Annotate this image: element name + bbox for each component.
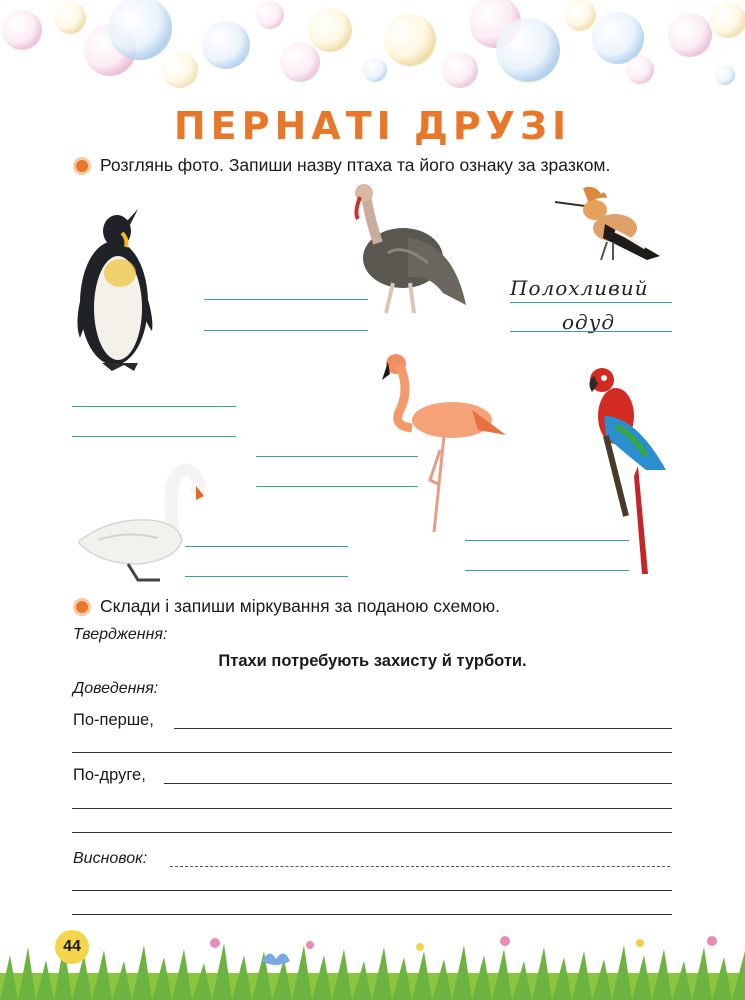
answer-line[interactable]: [204, 299, 368, 300]
sample-answer-bird: одуд: [562, 310, 615, 334]
answer-line[interactable]: [170, 866, 670, 867]
claim-label: Твердження:: [73, 626, 168, 643]
bubbles-header-decoration: [0, 0, 745, 95]
proof-label: Доведення:: [73, 680, 159, 697]
answer-line[interactable]: [204, 330, 368, 331]
answer-line[interactable]: [510, 302, 672, 303]
answer-line[interactable]: [256, 486, 418, 487]
grass-footer-decoration: [0, 925, 745, 1000]
parrot-image: [586, 366, 672, 576]
answer-line[interactable]: [465, 540, 629, 541]
conclusion-label: Висновок:: [73, 850, 148, 867]
bullet-icon: [73, 157, 91, 175]
flamingo-image: [382, 350, 508, 540]
task2-instruction: Склади і запиши міркування за поданою схемою.: [73, 596, 500, 617]
answer-line[interactable]: [72, 832, 672, 833]
answer-line[interactable]: [164, 783, 672, 784]
hoopoe-image: [555, 186, 670, 266]
second-point-label: По-друге,: [73, 766, 146, 784]
answer-line[interactable]: [256, 456, 418, 457]
answer-line[interactable]: [174, 728, 672, 729]
claim-text: Птахи потребують захисту й турботи.: [218, 652, 527, 670]
penguin-image: [72, 203, 158, 375]
swan-image: [78, 460, 208, 585]
answer-line[interactable]: [72, 436, 236, 437]
bullet-icon: [73, 598, 91, 616]
answer-line[interactable]: [465, 570, 629, 571]
answer-line[interactable]: [185, 546, 348, 547]
answer-line[interactable]: [72, 890, 672, 891]
answer-line[interactable]: [185, 576, 348, 577]
answer-line[interactable]: [72, 752, 672, 753]
answer-line[interactable]: [510, 331, 672, 332]
sample-answer-adjective: Полохливий: [510, 276, 649, 300]
answer-line[interactable]: [72, 914, 672, 915]
first-point-label: По-перше,: [73, 711, 154, 729]
page-title: ПЕРНАТІ ДРУЗІ: [173, 104, 572, 148]
butterfly-icon: [262, 953, 290, 965]
answer-line[interactable]: [72, 406, 236, 407]
answer-line[interactable]: [72, 808, 672, 809]
page-number: 44: [55, 930, 89, 964]
task1-instruction: Розглянь фото. Запиши назву птаха та його ознаку за зразком.: [73, 155, 610, 176]
